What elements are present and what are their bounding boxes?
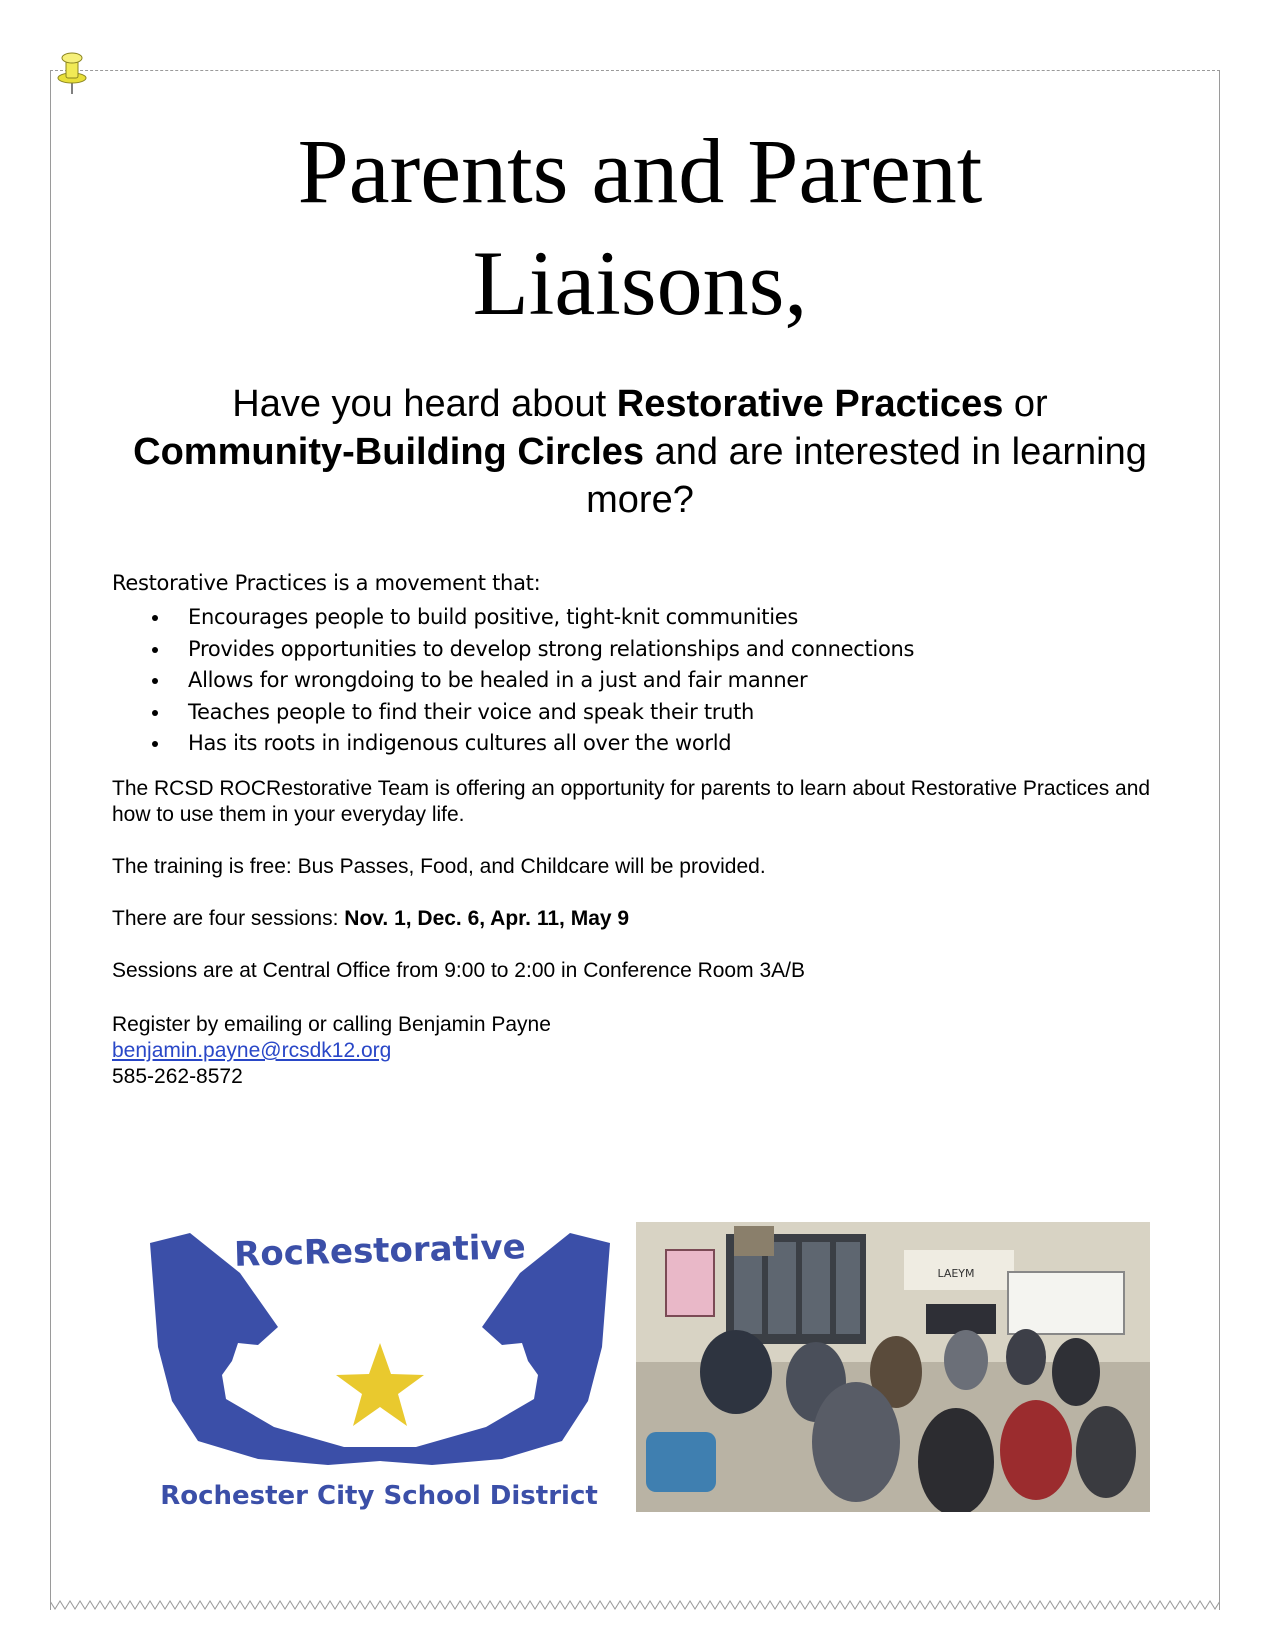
list-item-text: Provides opportunities to develop strong relationships and connections xyxy=(188,636,915,661)
list-item-text: Teaches people to find their voice and speak their truth xyxy=(188,699,755,724)
logo-top-text: RocRestorative xyxy=(233,1227,527,1275)
photo-wall-sign: LAEYM xyxy=(937,1267,975,1280)
location-paragraph: Sessions are at Central Office from 9:00 to 2:00 in Conference Room 3A/B xyxy=(112,959,805,982)
list-item-text: Allows for wrongdoing to be healed in a just and fair manner xyxy=(188,668,808,692)
bullet-icon xyxy=(152,710,158,716)
sessions-dates: Nov. 1, Dec. 6, Apr. 11, May 9 xyxy=(344,907,630,930)
list-item xyxy=(188,697,1162,729)
email-link[interactable]: benjamin.payne@rcsdk12.org xyxy=(112,1039,392,1062)
register-text: Register by emailing or calling Benjamin Payne xyxy=(112,1013,551,1036)
subtitle-part-1: Have you heard about xyxy=(232,383,617,425)
subtitle-part-3: and are interested in learning more? xyxy=(586,431,1147,521)
training-paragraph: The training is free: Bus Passes, Food, and Childcare will be provided. xyxy=(112,855,766,878)
list-item-text: Encourages people to build positive, tight-knit communities xyxy=(188,605,799,629)
subtitle-restorative-practices: Restorative Practices xyxy=(616,383,1004,425)
page-bottom-edge xyxy=(50,1598,1220,1614)
bullet-icon xyxy=(152,678,158,684)
star-icon xyxy=(336,1343,424,1426)
subtitle xyxy=(120,380,1160,524)
movement-list xyxy=(112,602,1162,760)
bullet-icon xyxy=(152,615,158,621)
movement-section xyxy=(112,568,1162,760)
logo-bottom-text: Rochester City School District xyxy=(160,1481,598,1511)
subtitle-community-circles: Community-Building Circles xyxy=(133,431,645,473)
register-block xyxy=(112,1012,1172,1090)
page-title xyxy=(60,115,1220,339)
subtitle-part-2: or xyxy=(1003,383,1048,425)
rocrestorative-logo xyxy=(128,1215,630,1515)
movement-intro: Restorative Practices is a movement that: xyxy=(112,571,541,595)
pushpin-icon xyxy=(56,48,90,96)
list-item xyxy=(188,602,1162,634)
list-item-text: Has its roots in indigenous cultures all over the world xyxy=(188,731,732,755)
title-line-2: Liaisons, xyxy=(472,232,808,334)
photo-illustration xyxy=(636,1222,1150,1512)
sessions-label: There are four sessions: xyxy=(112,907,345,930)
offer-paragraph: The RCSD ROCRestorative Team is offering an opportunity for parents to learn about Restorative Practices and how to use them in your everyday life. xyxy=(112,777,1151,826)
list-item xyxy=(188,728,1162,760)
title-line-1: Parents and Parent xyxy=(297,120,983,222)
list-item xyxy=(188,665,1162,697)
circle-meeting-photo xyxy=(636,1222,1150,1512)
bullet-icon xyxy=(152,741,158,747)
list-item xyxy=(188,634,1162,666)
sessions-paragraph xyxy=(112,906,1172,932)
bullet-icon xyxy=(152,647,158,653)
phone-number: 585-262-8572 xyxy=(112,1065,243,1088)
